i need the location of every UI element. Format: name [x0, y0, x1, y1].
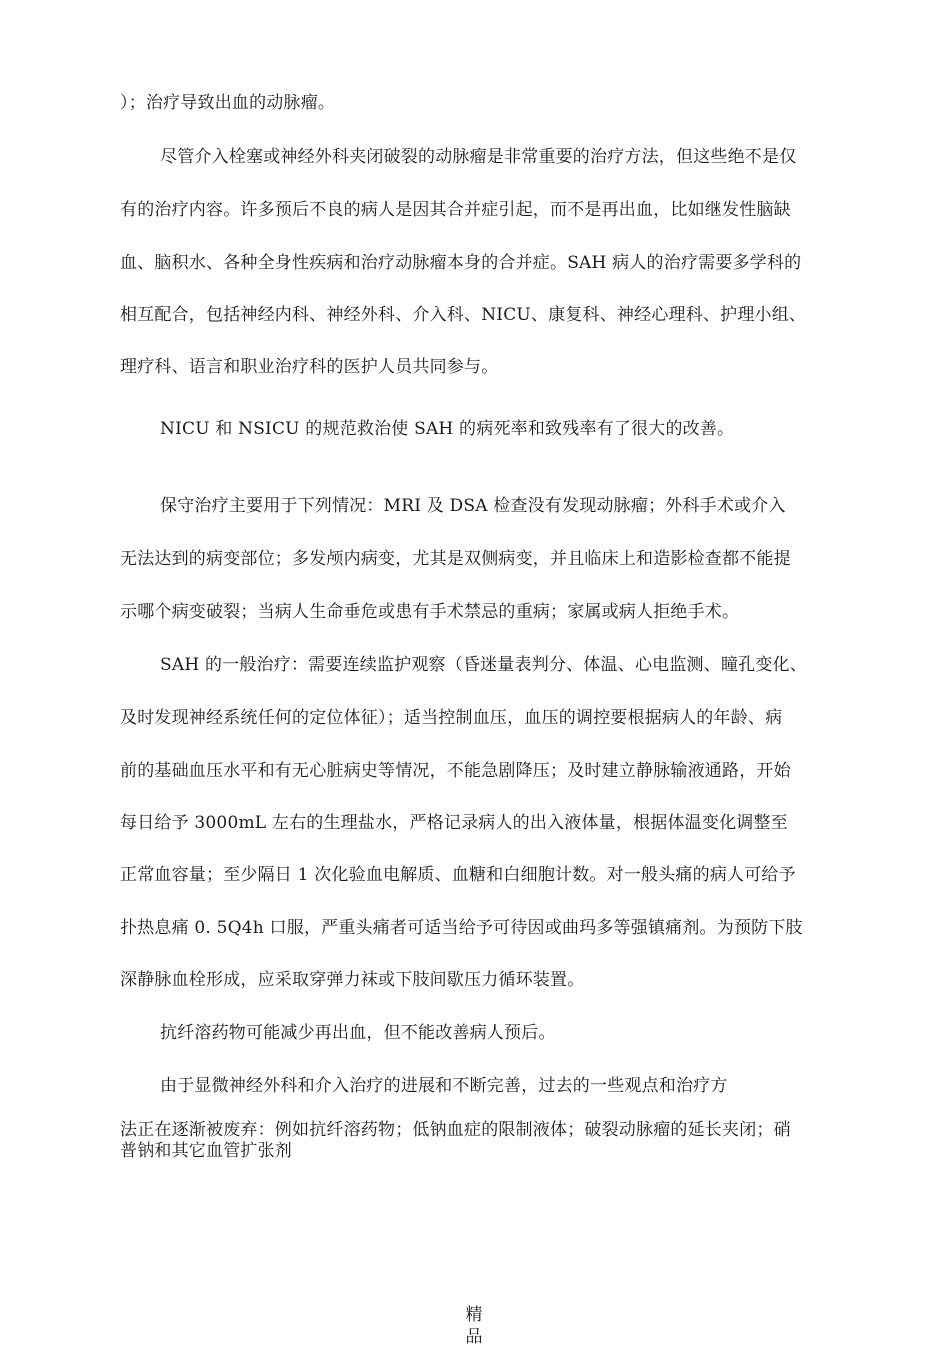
- paragraph-line: 保守治疗主要用于下列情况：MRI 及 DSA 检查没有发现动脉瘤；外科手术或介入: [160, 496, 786, 516]
- paragraph-line: 理疗科、语言和职业治疗科的医护人员共同参与。: [120, 357, 499, 377]
- paragraph-line: ）；治疗导致出血的动脉瘤。: [120, 93, 336, 113]
- paragraph-line: 正常血容量；至少隔日 1 次化验血电解质、血糖和白细胞计数。对一般头痛的病人可给予: [120, 865, 796, 885]
- paragraph-line: 法正在逐渐被废弃：例如抗纤溶药物；低钠血症的限制液体；破裂动脉瘤的延长夹闭；硝: [120, 1120, 791, 1140]
- paragraph-line: 及时发现神经系统任何的定位体征）；适当控制血压，血压的调控要根据病人的年龄、病: [120, 708, 783, 728]
- paragraph-line: 血、脑积水、各种全身性疾病和治疗动脉瘤本身的合并症。SAH 病人的治疗需要多学科的: [120, 253, 802, 273]
- paragraph-line: 抗纤溶药物可能减少再出血，但不能改善病人预后。: [160, 1023, 556, 1043]
- paragraph-line: 普钠和其它血管扩张剂: [120, 1141, 292, 1161]
- paragraph-line: 示哪个病变破裂；当病人生命垂危或患有手术禁忌的重病；家属或病人拒绝手术。: [120, 602, 740, 622]
- paragraph-line: 由于显微神经外科和介入治疗的进展和不断完善，过去的一些观点和治疗方: [160, 1076, 728, 1096]
- paragraph-line: 无法达到的病变部位；多发颅内病变，尤其是双侧病变，并且临床上和造影检查都不能提: [120, 549, 791, 569]
- paragraph-line: 深静脉血栓形成，应采取穿弹力袜或下肢间歇压力循环装置。: [120, 970, 585, 990]
- paragraph-line: NICU 和 NSICU 的规范救治使 SAH 的病死率和致残率有了很大的改善。: [160, 419, 735, 439]
- paragraph-line: 相互配合，包括神经内科、神经外科、介入科、NICU、康复科、神经心理科、护理小组、: [120, 305, 807, 325]
- page-footer: 精品: [465, 1305, 483, 1347]
- paragraph-line: 尽管介入栓塞或神经外科夹闭破裂的动脉瘤是非常重要的治疗方法，但这些绝不是仅: [160, 147, 797, 167]
- paragraph-line: 每日给予 3000mL 左右的生理盐水，严格记录病人的出入液体量，根据体温变化调整至: [120, 813, 788, 833]
- paragraph-line: 扑热息痛 0. 5Q4h 口服，严重头痛者可适当给予可待因或曲玛多等强镇痛剂。为预防下肢: [120, 918, 803, 938]
- paragraph-line: 前的基础血压水平和有无心脏病史等情况，不能急剧降压；及时建立静脉输液通路，开始: [120, 761, 791, 781]
- paragraph-line: SAH 的一般治疗：需要连续监护观察（昏迷量表判分、体温、心电监测、瞳孔变化、: [160, 655, 807, 675]
- paragraph-line: 有的治疗内容。许多预后不良的病人是因其合并症引起，而不是再出血，比如继发性脑缺: [120, 200, 791, 220]
